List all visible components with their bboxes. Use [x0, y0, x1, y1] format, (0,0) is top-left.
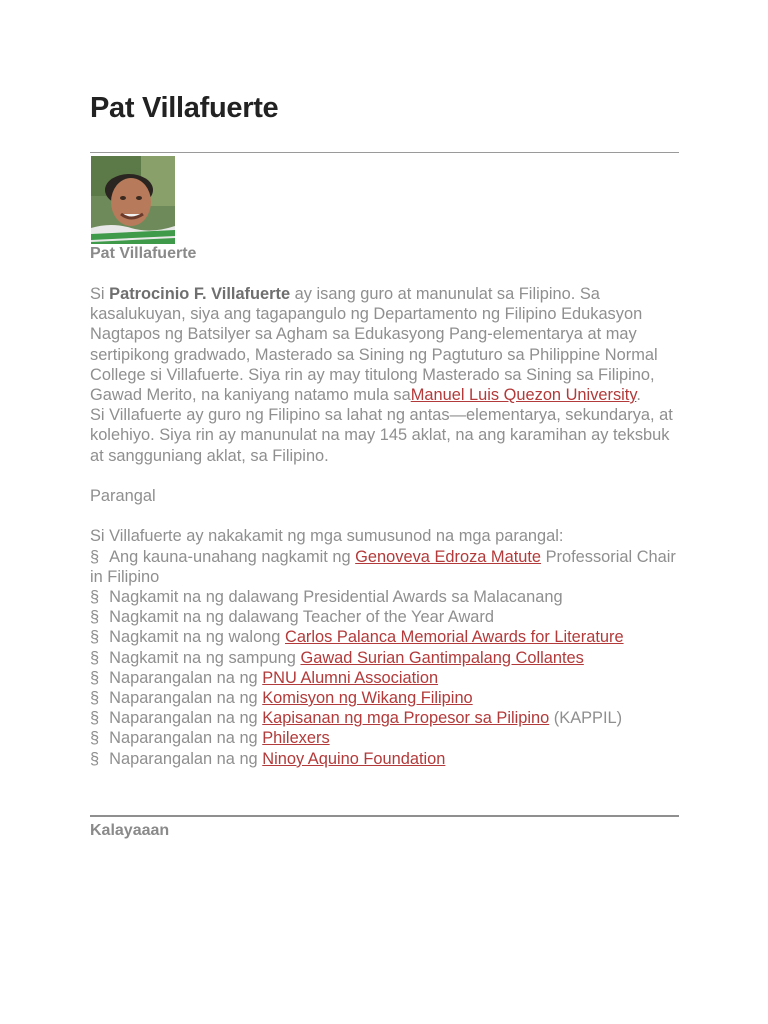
education-paragraph [90, 324, 682, 405]
award-text: Naparangalan na ng [109, 709, 263, 728]
award-text-suffix: Professorial Chair in Filipino [90, 547, 676, 586]
portrait-photo [91, 156, 175, 244]
section-title-kalayaaan: Kalayaaan [90, 822, 170, 839]
section-sign-bullet: § [90, 749, 100, 768]
award-text-suffix: (KAPPIL) [549, 709, 623, 728]
subject-name: Patrocinio F. Villafuerte [109, 285, 291, 303]
section-sign-bullet: § [90, 608, 100, 627]
intro-rest: ay isang guro at manunulat sa Filipino. Sa kasalukuyan, siya ang tagapangulo ng Departamento ng Filipino Edukasyon [90, 285, 643, 324]
award-text: Nagkamit na ng dalawang Teacher of the Year Award [109, 608, 494, 627]
award-text: Nagkamit na ng sampung [109, 648, 301, 667]
award-link[interactable]: Ninoy Aquino Foundation [262, 749, 446, 768]
section-sign-bullet: § [90, 689, 100, 708]
page-title: Pat Villafuerte [90, 92, 279, 124]
award-link[interactable]: Carlos Palanca Memorial Awards for Literature [284, 628, 624, 647]
award-item [90, 627, 682, 647]
photo-caption: Pat Villafuerte [90, 245, 197, 262]
award-text: Nagkamit na ng dalawang Presidential Awards sa Malacanang [109, 588, 563, 607]
award-link[interactable]: Philexers [262, 729, 330, 748]
award-text: Naparangalan na ng [109, 749, 263, 768]
section-sign-bullet: § [90, 668, 100, 687]
intro-si: Si [90, 285, 110, 303]
awards-intro: Si Villafuerte ay nakakamit ng mga sumusunod na mga parangal: [90, 527, 564, 546]
education-text: Nagtapos ng Batsilyer sa Agham sa Edukasyong Pang-elementarya at may sertipikong gradwado, Masterado sa Sining ng Pagtuturo sa Philippine Normal College si Villafuerte. Siya rin ay may titulong Masterado sa Sining sa Filipino, Gawad Merito, na kaniyang natamo mula sa [90, 325, 658, 405]
section-sign-bullet: § [90, 547, 100, 566]
article-body [90, 284, 682, 769]
award-link[interactable]: Genoveva Edroza Matute [355, 547, 542, 566]
teaching-paragraph: Si Villafuerte ay guro ng Filipino sa lahat ng antas—elementarya, sekundarya, at kolehiyo. Siya rin ay manunulat na may 145 aklat, na ang karamihan ay teksbuk at sangguniang aklat, sa Filipino. [90, 406, 673, 465]
section-sign-bullet: § [90, 729, 100, 748]
award-item [90, 688, 682, 708]
section-sign-bullet: § [90, 648, 100, 667]
award-item [90, 648, 682, 668]
award-text: Naparangalan na ng [109, 729, 263, 748]
award-item [90, 547, 682, 587]
award-text: Nagkamit na ng walong [109, 628, 285, 647]
award-text: Naparangalan na ng [109, 668, 263, 687]
award-link[interactable]: Komisyon ng Wikang Filipino [262, 689, 473, 708]
intro-paragraph [90, 284, 682, 324]
award-item [90, 587, 682, 607]
section-sign-bullet: § [90, 709, 100, 728]
awards-heading: Parangal [90, 487, 156, 506]
portrait-image [91, 156, 175, 244]
award-link[interactable]: Kapisanan ng mga Propesor sa Pilipino [262, 709, 550, 728]
link-manuel-luis-quezon-university[interactable]: Manuel Luis Quezon University [410, 386, 637, 405]
award-item [90, 668, 682, 688]
education-end: . [636, 386, 641, 405]
award-link[interactable]: Gawad Surian Gantimpalang Collantes [300, 648, 584, 667]
section-sign-bullet: § [90, 588, 100, 607]
award-text: Ang kauna-unahang nagkamit ng [109, 547, 356, 566]
section-sign-bullet: § [90, 628, 100, 647]
award-item [90, 728, 682, 748]
awards-list [90, 547, 682, 769]
title-divider [90, 152, 679, 153]
award-item [90, 708, 682, 728]
award-item [90, 607, 682, 627]
award-text: Naparangalan na ng [109, 689, 263, 708]
section-divider [90, 815, 679, 817]
award-link[interactable]: PNU Alumni Association [262, 668, 439, 687]
award-item [90, 749, 682, 769]
